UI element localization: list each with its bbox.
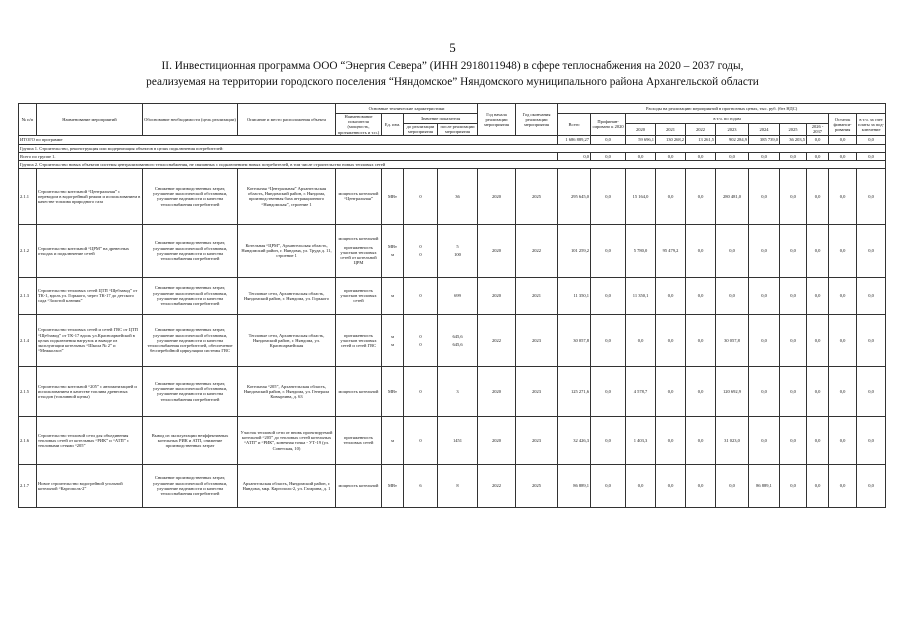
cost-cell: 0,0 (807, 277, 829, 314)
cost-cell: 0,0 (749, 416, 780, 464)
cost-cell: 0,0 (780, 224, 807, 277)
header-year: 2023 (716, 124, 749, 136)
header-num: № п/п (19, 104, 37, 136)
cost-cell: 0,0 (857, 224, 886, 277)
cost-cell: 125 271,6 (558, 366, 591, 416)
project-rationale: Снижение производственных затрат, улучшение экологической обстановки, улучшение надежности и качества теплоснабжения потребителей (143, 464, 238, 507)
cost-cell: 0,0 (780, 464, 807, 507)
indicator-name (336, 168, 382, 224)
cost-cell: 0,0 (857, 168, 886, 224)
indicator-before-value: 0 (419, 341, 422, 347)
cost-cell: 0,0 (829, 152, 857, 160)
indicator-name-value: протяженность участков тепловых сетей от котельной ЦРМ (340, 244, 377, 266)
cost-cell: 5 780,0 (626, 224, 656, 277)
cost-cell: 0,0 (829, 366, 857, 416)
header-year: 2024 (749, 124, 780, 136)
project-name: Новое строительство водогрейной угольной котельной “Каргополь-2” (37, 464, 143, 507)
cost-cell: 0,0 (656, 314, 686, 366)
cost-cell: 0,0 (656, 464, 686, 507)
header-start: Год начала реализации мероприятия (478, 104, 516, 136)
project-location: Котельная “Центральная” Архангельская область, Няндомский район, г. Няндома, производственная база аттракционного “Няндомская”, строение 1 (238, 168, 336, 224)
end-year: 2025 (516, 464, 558, 507)
indicator-after-value: 100 (454, 252, 461, 258)
project-row (19, 277, 886, 314)
indicator-before-value: 0 (419, 244, 422, 250)
cost-cell: 0,0 (716, 464, 749, 507)
row-number: 2.1.3 (19, 277, 37, 314)
cost-cell: 0,0 (780, 366, 807, 416)
cost-cell: 0,0 (807, 224, 829, 277)
indicator-before-value: 0 (419, 333, 422, 339)
cost-cell: 0,0 (716, 277, 749, 314)
cost-cell: 4 578,7 (626, 366, 656, 416)
header-unit: Ед. изм. (382, 114, 404, 136)
cost-cell: 0,0 (591, 314, 626, 366)
cost-cell: 30 057,8 (716, 314, 749, 366)
indicator-name-value: протяженность участков тепловых сетей (340, 288, 377, 304)
cost-cell: 0,0 (780, 152, 807, 160)
cost-cell: 0,0 (686, 366, 716, 416)
project-rationale: Снижение производственных затрат, улучшение экологической обстановки, улучшение надежности и качества теплоснабжения потребителей (143, 277, 238, 314)
cost-cell: 0,0 (780, 416, 807, 464)
header-desc: Описание и место расположения объекта (238, 104, 336, 136)
indicator-name (336, 464, 382, 507)
cost-cell: 0,0 (686, 464, 716, 507)
cost-cell: 0,0 (807, 135, 829, 144)
indicator-unit-value: м (391, 437, 394, 443)
cost-cell: 86 889,1 (749, 464, 780, 507)
header-total: Всего (558, 114, 591, 136)
cost-cell: 0,0 (591, 277, 626, 314)
header-year: 2020 (626, 124, 656, 136)
cost-cell: 13 261,5 (686, 135, 716, 144)
indicator-after-value: 5 (456, 244, 459, 250)
indicator-name-value: протяженность тепловых сетей (343, 435, 374, 446)
indicator-after-value: 645,6 (452, 333, 463, 339)
cost-cell: 0,0 (626, 152, 656, 160)
indicator-unit-value: МВт (388, 244, 397, 250)
cost-cell: 0,0 (656, 416, 686, 464)
cost-cell: 0,0 (807, 464, 829, 507)
project-row (19, 464, 886, 507)
cost-cell: 30 057,8 (558, 314, 591, 366)
indicator-before (404, 366, 438, 416)
project-rationale: Снижение производственных затрат, улучшение экологической обстановки, улучшение надежности и качества теплоснабжения потребителей, обеспечение бесперебойной циркуляции системы ГВС (143, 314, 238, 366)
indicator-before (404, 464, 438, 507)
cost-cell: 0,0 (558, 152, 591, 160)
indicator-after (438, 277, 478, 314)
start-year: 2022 (478, 314, 516, 366)
row-number: 2.1.6 (19, 416, 37, 464)
cost-cell: 902 284,9 (716, 135, 749, 144)
cost-cell: 32 426,3 (558, 416, 591, 464)
cost-cell: 0,0 (807, 152, 829, 160)
header-tech: Основные технические характеристики (336, 104, 478, 114)
indicator-before-value: 0 (419, 437, 422, 443)
start-year: 2022 (478, 464, 516, 507)
cost-cell: 0,0 (780, 314, 807, 366)
header-incl: в т.ч. по годам (626, 114, 829, 124)
indicator-unit (382, 314, 404, 366)
header-rest: Остаток финанси-рования (829, 114, 857, 136)
cost-cell: 101 259,2 (558, 224, 591, 277)
indicator-unit (382, 366, 404, 416)
project-rationale: Снижение производственных затрат, улучшение экологической обстановки, улучшение надежности и качества теплоснабжения потребителей (143, 366, 238, 416)
end-year: 2023 (516, 366, 558, 416)
header-end: Год окончания реализации мероприятия (516, 104, 558, 136)
end-year: 2023 (516, 314, 558, 366)
indicator-before-value: 0 (419, 252, 422, 258)
project-name: Строительство котельной “ЦРМ” на древесных отходах и подключение сетей (37, 224, 143, 277)
project-location: Участок тепловой сети от вновь проектируемой котельной “205” до тепловых сетей котельных “АТП” и “РИК”, конечная точка - УТ-19 (ул. Советская, 10) (238, 416, 336, 464)
indicator-before (404, 416, 438, 464)
cost-cell: 1 686 889,27 (558, 135, 591, 144)
header-done: Профинан-сировано к 2020 (591, 114, 626, 136)
cost-cell: 0,0 (656, 168, 686, 224)
cost-cell: 0,0 (857, 416, 886, 464)
indicator-name-value: мощность котельной (338, 483, 379, 489)
indicator-before (404, 314, 438, 366)
cost-cell: 0,0 (716, 224, 749, 277)
project-name: Строительство котельной “Центральная” с переводом в водогрейный режим и использованием в качестве топлива природного газа (37, 168, 143, 224)
cost-cell: 0,0 (749, 314, 780, 366)
header-after: после реализации мероприятия (438, 124, 478, 136)
indicator-before-value: 6 (419, 483, 422, 489)
indicator-unit-value: м (391, 341, 394, 347)
project-row (19, 224, 886, 277)
cost-cell: 385 739,0 (749, 135, 780, 144)
project-location: Котельная “ЦРМ”, Архангельская область, Няндомский район, г. Няндома, ул. Труда д. 11, строение 1 (238, 224, 336, 277)
cost-cell: 11 350,1 (626, 277, 656, 314)
indicator-name-value: мощность котельной (338, 236, 379, 242)
header-need: Обоснование необходимости (цель реализации) (143, 104, 238, 136)
cost-cell: 0,0 (656, 152, 686, 160)
cost-cell: 59 696,1 (626, 135, 656, 144)
project-rationale: Снижение производственных затрат, улучшение экологической обстановки, улучшение надежности и качества теплоснабжения потребителей (143, 224, 238, 277)
cost-cell: 0,0 (829, 464, 857, 507)
cost-cell: 0,0 (626, 464, 656, 507)
indicator-name (336, 314, 382, 366)
cost-cell: 295 645,0 (558, 168, 591, 224)
header-values: Значение показателя (404, 114, 478, 124)
header-year: 2026 - 2037 (807, 124, 829, 136)
indicator-name-value: протяженность участков тепловых сетей и сетей ГВС (340, 332, 377, 348)
cost-cell: 0,0 (829, 224, 857, 277)
cost-cell: 0,0 (857, 135, 886, 144)
group-1-label: Группа 1. Строительство, реконструкция или модернизация объектов в целях подключения потребителей: (19, 144, 886, 152)
project-name: Строительство тепловых сетей и сетей ГВС от ЦТП “Щебзавод” от ТК-17 вдоль ул.Красноармейской в целях подключения нагрузок и выводе из эксплуатации котельных “Школа № 2” и “Межколхоз” (37, 314, 143, 366)
row-number: 2.1.1 (19, 168, 37, 224)
group-1-sum-label: Всего по группе 1. (19, 152, 558, 160)
cost-cell: 0,0 (749, 224, 780, 277)
end-year: 2022 (516, 224, 558, 277)
cost-cell: 0,0 (807, 168, 829, 224)
cost-cell: 0,0 (686, 277, 716, 314)
start-year: 2020 (478, 416, 516, 464)
cost-cell: 0,0 (591, 366, 626, 416)
indicator-unit-value: м (391, 333, 394, 339)
indicator-name-value: мощность котельной “Центральная” (338, 191, 379, 202)
header-fee: в т.ч. за счет платы за под-ключение (857, 114, 886, 136)
cost-cell: 0,0 (829, 416, 857, 464)
header-name: Наименование мероприятий (37, 104, 143, 136)
project-name: Строительство тепловой сети для объединения тепловых сетей от котельных “РИК” и “АТП” с тепловыми сетями “205” (37, 416, 143, 464)
cost-cell: 0,0 (591, 152, 626, 160)
start-year: 2020 (478, 277, 516, 314)
cost-cell: 0,0 (686, 168, 716, 224)
project-row (19, 168, 886, 224)
indicator-after (438, 314, 478, 366)
cost-cell: 86 889,1 (558, 464, 591, 507)
project-location: Котельная “205”, Архангельская область, Няндомский район, г. Няндома, ул. Генерала Ковырзина, д. 63 (238, 366, 336, 416)
cost-cell: 0,0 (857, 152, 886, 160)
cost-cell: 0,0 (686, 224, 716, 277)
cost-cell: 0,0 (749, 152, 780, 160)
cost-cell: 0,0 (591, 224, 626, 277)
indicator-before-value: 0 (419, 293, 422, 299)
row-number: 2.1.2 (19, 224, 37, 277)
indicator-name (336, 277, 382, 314)
cost-cell: 0,0 (686, 152, 716, 160)
header-costs: Расходы на реализацию мероприятий в прогнозных ценах, тыс. руб. (без НДС) (558, 104, 886, 114)
header-year: 2022 (686, 124, 716, 136)
indicator-unit-value: МВт (388, 193, 397, 199)
cost-cell: 0,0 (626, 314, 656, 366)
cost-cell: 0,0 (857, 366, 886, 416)
header-year: 2025 (780, 124, 807, 136)
cost-cell: 0,0 (829, 277, 857, 314)
indicator-before (404, 224, 438, 277)
cost-cell: 0,0 (656, 277, 686, 314)
indicator-unit-value: м (391, 293, 394, 299)
cost-cell: 0,0 (749, 277, 780, 314)
cost-cell: 0,0 (591, 416, 626, 464)
indicator-name (336, 224, 382, 277)
cost-cell: 0,0 (829, 135, 857, 144)
document-title-line-2: реализуемая на территории городского поселения “Няндомское” Няндомского муниципального района Архангельской области (146, 76, 759, 88)
indicator-after-value: 8 (456, 483, 459, 489)
project-row (19, 314, 886, 366)
indicator-after-value: 36 (455, 193, 460, 199)
project-rationale: Вывод из эксплуатации неэффективных котельных РИК и АТП, снижение производственных затрат (143, 416, 238, 464)
indicator-before-value: 0 (419, 193, 422, 199)
cost-cell: 0,0 (591, 464, 626, 507)
project-location: Тепловые сети, Архангельская область, Няндомский район, г. Няндома, ул. Красноармейская (238, 314, 336, 366)
indicator-before (404, 168, 438, 224)
cost-cell: 0,0 (780, 168, 807, 224)
indicator-after-value: 699 (454, 293, 461, 299)
cost-cell: 0,0 (807, 314, 829, 366)
group-1-sum-row (19, 152, 886, 160)
indicator-after-value: 645,6 (452, 341, 463, 347)
cost-cell: 0,0 (686, 416, 716, 464)
project-rationale: Снижение производственных затрат, улучшение экологической обстановки, улучшение надежности и качества теплоснабжения потребителей (143, 168, 238, 224)
cost-cell: 0,0 (829, 314, 857, 366)
cost-cell: 0,0 (807, 366, 829, 416)
cost-cell: 0,0 (749, 168, 780, 224)
indicator-unit (382, 224, 404, 277)
end-year: 2023 (516, 416, 558, 464)
indicator-after (438, 416, 478, 464)
indicator-unit-value: МВт (388, 388, 397, 394)
cost-cell: 11 350,1 (558, 277, 591, 314)
group-2-label: Группа 2. Строительство новых объектов системы централизованного теплоснабжения, не связанных с подключением новых потребителей, в том числе строительство новых тепловых сетей (19, 160, 886, 168)
indicator-unit (382, 277, 404, 314)
cost-cell: 0,0 (857, 464, 886, 507)
project-location: Тепловые сети, Архангельская область, Няндомский район, г. Няндома, ул. Горького (238, 277, 336, 314)
cost-cell: 36 203,5 (780, 135, 807, 144)
cost-cell: 0,0 (857, 277, 886, 314)
header-param: Наименование показателя (мощность, протяженность и т.п.) (336, 114, 382, 136)
project-name: Строительство тепловых сетей ЦТП “Щебзавод” от ТК-1, вдоль ул. Горького, через ТК-17 до детского сада “Золотой ключик” (37, 277, 143, 314)
indicator-name-value: мощность котельной (338, 388, 379, 394)
cost-cell: 120 692,9 (716, 366, 749, 416)
start-year: 2020 (478, 366, 516, 416)
cost-cell: 0,0 (807, 416, 829, 464)
project-location: Архангельская область, Няндомский район, г. Няндома, мкр. Каргополь-2, ул. Гагарина, д. 1 (238, 464, 336, 507)
indicator-after (438, 224, 478, 277)
cost-cell: 280 481,0 (716, 168, 749, 224)
cost-cell: 0,0 (686, 314, 716, 366)
end-year: 2025 (516, 168, 558, 224)
header-year: 2021 (656, 124, 686, 136)
indicator-unit-value: м (391, 252, 394, 258)
indicator-unit (382, 464, 404, 507)
start-year: 2020 (478, 224, 516, 277)
indicator-unit-value: МВт (388, 483, 397, 489)
project-row (19, 416, 886, 464)
indicator-after-value: 3 (456, 388, 459, 394)
indicator-after (438, 366, 478, 416)
project-row (19, 366, 886, 416)
cost-cell: 0,0 (780, 277, 807, 314)
cost-cell: 0,0 (591, 135, 626, 144)
header-before: до реализации мероприятия (404, 124, 438, 136)
cost-cell: 0,0 (716, 152, 749, 160)
row-number: 2.1.7 (19, 464, 37, 507)
cost-cell: 15 164,0 (626, 168, 656, 224)
cost-cell: 31 023,0 (716, 416, 749, 464)
start-year: 2020 (478, 168, 516, 224)
indicator-before-value: 0 (419, 388, 422, 394)
cost-cell: 0,0 (857, 314, 886, 366)
project-name: Строительство котельной “205” с автоматизацией и использованием в качестве топлива древесных отходов (топливной щепы) (37, 366, 143, 416)
cost-cell: 0,0 (591, 168, 626, 224)
indicator-before (404, 277, 438, 314)
row-number: 2.1.4 (19, 314, 37, 366)
cost-cell: 95 479,2 (656, 224, 686, 277)
cost-cell: 1 403,3 (626, 416, 656, 464)
page-number: 5 (449, 40, 456, 55)
indicator-after-value: 1451 (453, 437, 463, 443)
document-title-line-1: II. Инвестиционная программа ООО “Энергия Севера” (ИНН 2918011948) в сфере теплоснабжения на 2020 – 2037 годы, (161, 60, 744, 72)
end-year: 2021 (516, 277, 558, 314)
indicator-after (438, 464, 478, 507)
indicator-name (336, 416, 382, 464)
row-number: 2.1.5 (19, 366, 37, 416)
cost-cell: 0,0 (829, 168, 857, 224)
cost-cell: 130 268,2 (656, 135, 686, 144)
indicator-name (336, 366, 382, 416)
total-label: ИТОГО по программе (19, 135, 558, 144)
cost-cell: 0,0 (749, 366, 780, 416)
indicator-unit (382, 168, 404, 224)
investment-table (18, 103, 886, 508)
indicator-after (438, 168, 478, 224)
indicator-unit (382, 416, 404, 464)
cost-cell: 0,0 (656, 366, 686, 416)
total-row (19, 135, 886, 144)
